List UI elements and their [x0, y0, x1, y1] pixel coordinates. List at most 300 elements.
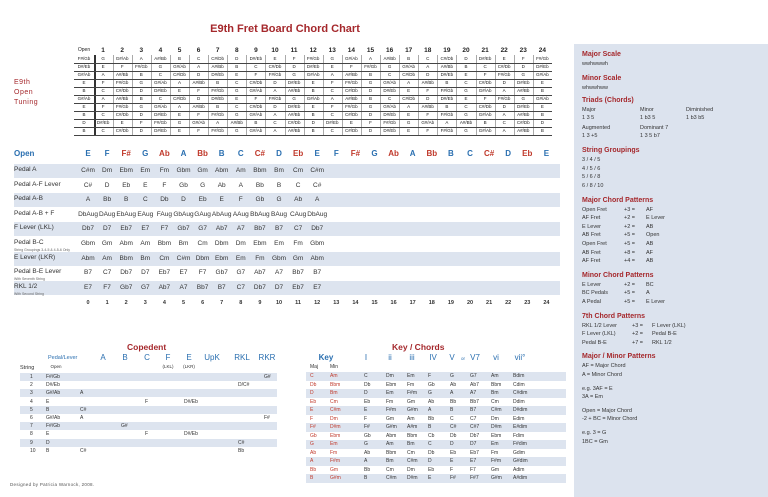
chord-cell: B [124, 196, 129, 204]
pattern-cell: RKL 1/2 Lever [582, 322, 617, 329]
fret-note: F#/Gb [536, 56, 549, 61]
pattern-cell: +5 = [624, 241, 636, 247]
fret-note: B [311, 128, 315, 133]
key-chords-cell: A#m [407, 424, 418, 430]
chord-cell: Eb7 [120, 225, 132, 233]
panel-text: wwhwwwh [582, 61, 608, 67]
key-chords-cell: Dm [407, 466, 415, 473]
chord-cell: Cm [159, 254, 170, 262]
panel-text: AF = Major Chord [582, 363, 626, 370]
fret-note: A [368, 56, 373, 61]
key-chords-cell: Fm [491, 449, 499, 456]
panel-text: -2 + BC = Minor Chord [582, 416, 638, 423]
fret-note: G#/Ab [154, 80, 167, 85]
header-key: F# [350, 149, 361, 158]
chord-cell: Em [140, 167, 151, 174]
fret-note: A#/Bb [211, 64, 224, 69]
copedent-subheader: Open [50, 364, 62, 369]
fret-note: C [254, 64, 258, 69]
key-chords-cell: Eb7 [470, 449, 479, 456]
fret-number: 24 [543, 300, 550, 307]
key-chords-cell: D7 [470, 441, 477, 447]
chord-cell: Em [235, 254, 246, 262]
chord-cell: E7 [179, 269, 188, 277]
pattern-cell: E Lever [582, 223, 601, 230]
panel-text: e.g. 3 = G [582, 430, 607, 436]
pattern-cell: +2 = [624, 215, 636, 222]
fret-note: C#/Db [478, 104, 492, 109]
fret-note: G [406, 120, 411, 125]
fret-number: 10 [271, 47, 279, 54]
key-chords-cell: F# [450, 475, 456, 481]
key-chords-cell: C [364, 373, 368, 379]
panel-heading: Minor Scale [582, 74, 622, 82]
fret-note: F [139, 120, 143, 125]
header-key: Bb [426, 149, 438, 158]
key-chords-cell: Gm [330, 466, 339, 473]
chord-cell: DbAug [307, 210, 328, 218]
key-chords-cell: B [364, 475, 368, 481]
key-chords-cell: Bb [310, 466, 317, 473]
chord-table-footer [14, 297, 560, 311]
fret-note: G [330, 56, 335, 61]
fret-note: G#/Ab [306, 72, 320, 77]
key-chords-cell: D [364, 390, 368, 396]
fret-note: D [139, 112, 143, 117]
fret-note: G#/Ab [478, 88, 492, 93]
header-key: D [505, 149, 512, 158]
fret-note: G [387, 64, 392, 69]
fret-note: E [330, 64, 334, 69]
fret-note: A#/Bb [440, 64, 454, 69]
chord-cell: E [219, 196, 224, 204]
string-header: String [20, 365, 35, 371]
row-label: RKL 1/2 [14, 282, 38, 290]
pattern-cell: +5 = [624, 290, 636, 297]
chord-cell: EbAug [116, 210, 136, 218]
copedent-cell: 8 [30, 431, 33, 438]
fret-number: 22 [500, 47, 508, 54]
pattern-cell: +2 = [632, 331, 644, 338]
pattern-cell: F Lever (LKL) [582, 331, 616, 338]
fret-note: A [273, 128, 277, 133]
fret-number: 19 [447, 300, 454, 307]
chord-cell: Gm [101, 240, 113, 247]
fret-note: D#/Eb [517, 104, 530, 109]
fret-note: A [426, 64, 430, 69]
fret-note: D [426, 96, 430, 101]
fret-note: A [502, 112, 506, 117]
copedent-cell: B [46, 406, 50, 413]
key-chords-title: Key / Chords [392, 342, 445, 352]
pattern-cell: +4 = [624, 258, 636, 265]
pattern-cell: +2 = [624, 223, 636, 230]
fret-note: B [254, 120, 258, 125]
chord-cell: G7 [198, 225, 207, 233]
tuning-line: E9th [14, 79, 31, 86]
fret-note: E [540, 104, 544, 109]
key-chords-header: V7 [470, 353, 480, 362]
fretboard-string [74, 127, 552, 137]
copedent-row [20, 447, 277, 455]
fret-note: D#/Eb [383, 88, 396, 93]
key-chords-cell: F#m [330, 458, 340, 464]
key-chords-cell: Bbm [330, 381, 341, 388]
fret-note: A [216, 120, 220, 125]
chord-cell: E7 [313, 283, 322, 291]
fret-number: 24 [538, 47, 547, 54]
chord-cell: A7 [179, 283, 188, 291]
key-chords-cell: Gb [310, 432, 317, 439]
header-key: B [448, 149, 454, 158]
key-chords-cell: D#dim [513, 407, 528, 413]
fret-note: B [82, 128, 86, 133]
fretboard [74, 47, 552, 133]
fret-note: C [158, 96, 163, 101]
fret-number: 3 [143, 300, 147, 307]
maj-label: Maj [310, 364, 319, 370]
fret-note: F#/Gb [154, 120, 167, 125]
key-chords-cell: Bm [407, 441, 415, 447]
chord-cell: G7 [236, 269, 246, 277]
copedent-cell: 6 [30, 415, 33, 421]
triad-name: Augmented [582, 125, 611, 132]
copedent-header: RKR [258, 353, 276, 362]
row-label: Pedal A [14, 166, 37, 173]
fret-note: F [521, 56, 525, 61]
copedent-cell: Bb [238, 447, 245, 454]
header-key: Eb [292, 149, 304, 158]
panel-text: A = Minor Chord [582, 372, 622, 378]
fret-number: 1 [105, 300, 109, 307]
panel-heading: String Groupings [582, 147, 640, 155]
fret-number: 6 [196, 47, 201, 54]
panel-text: e.g. 3AF = E [582, 385, 613, 392]
fret-note: E [101, 64, 105, 69]
key-chords-row [306, 398, 566, 407]
fret-note: A [407, 104, 411, 109]
chord-cell: BAug [271, 210, 287, 218]
chord-row [14, 252, 560, 266]
chord-row [14, 164, 560, 178]
key-chords-header: iii [409, 353, 415, 362]
copedent-cell: G# [121, 423, 128, 430]
chord-cell: GbAug [173, 210, 194, 218]
key-chords-cell: C#7 [470, 424, 480, 430]
fret-note: A#/Bb [230, 120, 243, 125]
pattern-cell: +5 = [624, 299, 636, 305]
chord-row [14, 179, 560, 193]
chord-cell: Db7 [82, 225, 94, 233]
fret-note: G#/Ab [478, 128, 492, 133]
chord-cell: B [276, 181, 282, 189]
key-chords-cell: Bb7 [470, 398, 479, 405]
fret-note: C#/Db [478, 80, 492, 85]
copedent-subheader: (LKL) [162, 364, 174, 369]
fret-note: E [235, 72, 239, 77]
chord-cell: Dbm [195, 254, 210, 262]
row-sublabel: With Second String [14, 291, 44, 296]
pattern-cell: Open [646, 232, 660, 239]
fret-note: A#/Bb [459, 120, 473, 125]
fret-note: B [235, 64, 239, 69]
key-chords-cell: E [364, 407, 368, 413]
fret-note: F [350, 64, 353, 69]
pattern-cell: E Lever [646, 299, 665, 305]
fret-number: 17 [405, 47, 413, 54]
fret-note: G [521, 72, 526, 77]
fret-note: F [254, 72, 258, 77]
key-chords-header: vi [493, 353, 499, 362]
header-key: Ab [388, 149, 399, 158]
fret-note: A#/Bb [421, 104, 434, 109]
fret-note: E [407, 88, 411, 93]
copedent-subheader: (LKR) [183, 364, 195, 369]
pattern-cell: AF Fret [582, 258, 601, 265]
key-chords-cell: B [310, 475, 314, 481]
key-chords-cell: Bbm [386, 449, 397, 456]
chord-cell: Gb7 [120, 283, 133, 291]
key-chords-cell: C [310, 373, 314, 379]
fret-number: 4 [158, 47, 163, 54]
chord-cell: A [315, 196, 320, 204]
fret-note: D [196, 72, 201, 77]
chord-row [14, 208, 560, 222]
pattern-cell: +7 = [632, 339, 644, 346]
header-key: C# [483, 149, 495, 158]
row-label: F Lever (LKL) [14, 224, 54, 232]
chord-cell: B7 [275, 225, 283, 233]
copedent-cell: A [80, 415, 84, 421]
key-chords-cell: Edim [513, 415, 525, 422]
chord-cell: G [200, 181, 206, 189]
key-chords-cell: Ab [364, 449, 371, 456]
copedent-cell: D#/Eb [184, 398, 198, 405]
fret-note: F [369, 120, 372, 125]
fret-note: F#/Gb [383, 120, 396, 125]
copedent-cell: 10 [30, 447, 36, 454]
key-chords-row [306, 389, 566, 398]
fret-note: C#/Db [402, 96, 416, 101]
fret-note: A [502, 128, 506, 133]
fret-note: F#/Gb [115, 104, 129, 109]
fret-note: F#/Gb [135, 64, 148, 69]
chord-cell: E [143, 181, 148, 189]
copedent-cell: C# [238, 439, 245, 446]
fret-note: C#/Db [287, 120, 301, 125]
key-chords-cell: F [428, 373, 432, 379]
fret-note: G [235, 128, 239, 133]
fret-note: E [311, 80, 315, 85]
key-chords-row [306, 466, 566, 475]
fret-note: B [540, 112, 544, 117]
fret-number: 2 [124, 300, 128, 307]
chord-cell: Abm [310, 254, 324, 262]
key-chords-cell: F# [310, 424, 316, 430]
fret-note: E [82, 80, 86, 85]
header-label: Open [14, 149, 35, 158]
chord-cell: Am [102, 254, 112, 262]
key-chords-cell: Ab [310, 449, 317, 456]
fret-note: C#/Db [173, 72, 186, 77]
chord-cell: Db7 [120, 269, 133, 277]
fret-note: G#/Ab [402, 64, 416, 69]
fret-number: 15 [366, 47, 375, 54]
chord-cell: Gb [255, 196, 265, 204]
fret-note: A [330, 96, 334, 101]
fret-note: E [349, 120, 353, 125]
fret-note: F [330, 80, 334, 85]
triad-formula: 1 b3 5 [640, 115, 656, 122]
fret-note: D#/Eb [154, 112, 167, 117]
copedent-header: F [165, 353, 171, 362]
fret-note: A [177, 80, 182, 85]
fret-note: G#/Ab [536, 96, 549, 101]
fret-note: E [407, 128, 411, 133]
chord-cell: Bb [255, 181, 264, 189]
copedent-cell: D#/Eb [184, 431, 198, 438]
fret-note: G#/Ab [421, 120, 435, 125]
fret-note: G#/Ab [192, 120, 205, 125]
fret-note: A#/Bb [517, 128, 530, 133]
key-chords-cell: Bdim [513, 373, 525, 379]
fret-note: D [139, 128, 143, 133]
fret-note: D#/Eb [154, 128, 167, 133]
chord-cell: Gb7 [177, 225, 190, 233]
pattern-cell: +2 = [624, 281, 636, 288]
fret-note: E [120, 120, 124, 125]
chord-cell: Bbm [119, 254, 133, 262]
triad-name: Major [582, 107, 596, 114]
row-sublabel: With Seventh String [14, 277, 45, 282]
fret-note: B [368, 72, 373, 77]
copedent-cell: G#/Ab [46, 415, 61, 421]
fret-note: C [483, 64, 487, 69]
key-chords-cell: Em [330, 441, 338, 447]
chord-cell: Bb [103, 196, 112, 204]
fret-note: G#/Ab [536, 72, 549, 77]
fret-note: D#/Eb [383, 112, 396, 117]
key-chords-row [306, 440, 566, 449]
chord-cell: A [238, 181, 243, 189]
key-chords-cell: F#m [386, 407, 396, 413]
fret-note: F#/Gb [497, 72, 511, 77]
fret-note: C#/Db [211, 56, 225, 61]
fret-note: A#/Bb [517, 88, 530, 93]
chord-cell: Bm [274, 167, 284, 174]
chord-cell: Bm [178, 240, 189, 247]
chord-cell: CAug [289, 210, 307, 218]
chord-cell: Gbm [310, 240, 325, 247]
fret-note: F [426, 112, 430, 117]
fret-note: C [101, 112, 105, 117]
key-chords-cell: Fm [386, 398, 394, 405]
chord-cell: E7 [84, 283, 92, 291]
fret-note: G [292, 96, 296, 101]
fret-note: D [311, 120, 315, 125]
fret-number: 13 [333, 300, 340, 307]
fret-number: 11 [290, 47, 298, 54]
chord-cell: C#m [176, 254, 191, 262]
key-chords-cell: F#7 [470, 475, 479, 481]
fret-note: F [426, 88, 430, 93]
fret-note: C [235, 80, 239, 85]
fret-note: C#/Db [345, 88, 358, 93]
copedent-cell: F [145, 398, 149, 405]
fret-note: B [177, 56, 182, 61]
pattern-cell: A [646, 290, 650, 297]
key-chords-cell: E [310, 407, 314, 413]
triad-formula: 1 b3 b5 [686, 115, 705, 122]
fret-note: A#/Bb [192, 80, 205, 85]
key-chords-cell: D [428, 458, 432, 464]
key-chords-cell: Bm [386, 458, 394, 464]
panel-heading: Minor Chord Patterns [582, 271, 654, 279]
key-chords-cell: Adim [513, 466, 525, 473]
key-chords-cell: Db [364, 381, 371, 388]
key-chords-cell: Gdim [513, 449, 525, 456]
fret-note: D [139, 88, 143, 93]
key-chords-cell: D#m [330, 424, 341, 430]
fret-number: 12 [314, 300, 321, 307]
chord-cell: Dm [102, 167, 113, 174]
key-chords-cell: E#dim [513, 424, 528, 430]
fret-note: A [139, 56, 143, 61]
fret-note: D#/Eb [249, 56, 263, 61]
chord-cell: Eb [198, 196, 207, 204]
key-chords-cell: Am [407, 415, 415, 422]
chord-row [14, 222, 560, 236]
fret-number: 22 [505, 300, 512, 307]
key-chords-cell: A#dim [513, 475, 528, 481]
key-chords-cell: E7 [470, 458, 477, 464]
chord-cell: Em [274, 240, 284, 247]
header-key: F [104, 149, 110, 158]
chord-cell: Ab7 [215, 225, 228, 233]
chord-row [14, 281, 560, 295]
fret-note: E [464, 72, 468, 77]
triad-name: Minor [640, 107, 654, 114]
fret-note: A#/Bb [154, 56, 167, 61]
fret-note: E [502, 56, 506, 61]
fret-note: B [139, 96, 143, 101]
fret-note: D#/Eb [306, 64, 320, 69]
fret-note: C [464, 104, 468, 109]
fret-note: B [139, 72, 143, 77]
panel-heading: Triads (Chords) [582, 97, 634, 105]
key-chords-cell: C# [450, 424, 457, 430]
fret-note: D [426, 72, 430, 77]
fret-number: 8 [239, 300, 243, 307]
fret-note: C [464, 80, 468, 85]
panel-text: Open = Major Chord [582, 407, 632, 414]
fret-note: G#/Ab [77, 96, 91, 101]
key-chords-cell: D [450, 441, 454, 447]
fret-note: C#/Db [516, 120, 530, 125]
key-chords-cell: G7 [470, 373, 477, 379]
chord-cell: D [104, 181, 110, 189]
key-chords-row [306, 381, 566, 390]
chord-cell: FAug [156, 210, 172, 218]
fret-note: E [82, 104, 86, 109]
fret-note: F [120, 64, 124, 69]
copedent-cell: G# [264, 374, 271, 380]
chord-cell: Gm [292, 254, 304, 262]
key-chords-cell: F#dim [513, 441, 527, 447]
fret-note: E [235, 96, 239, 101]
copedent-cell: F#/Gb [46, 374, 60, 380]
pattern-cell: AF [646, 249, 654, 256]
